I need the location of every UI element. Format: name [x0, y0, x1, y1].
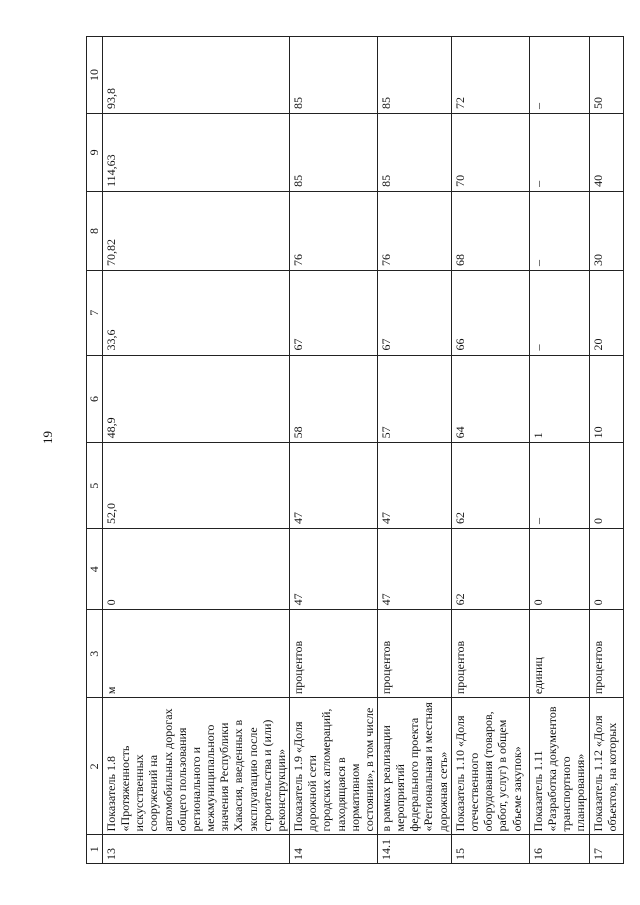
table-row — [377, 37, 451, 864]
row-value: 62 — [451, 529, 529, 610]
row-unit: м — [103, 610, 290, 698]
header-cell: 6 — [87, 355, 103, 443]
indicator-table — [86, 36, 624, 864]
row-unit: единиц — [529, 610, 589, 698]
row-value: 64 — [451, 355, 529, 443]
row-value: 85 — [377, 113, 451, 191]
row-id: 15 — [451, 835, 529, 864]
row-value: 85 — [290, 37, 378, 114]
table-row — [103, 37, 290, 864]
row-value: 30 — [589, 191, 623, 270]
row-value: 47 — [377, 443, 451, 529]
row-value: 85 — [290, 113, 378, 191]
row-value: 68 — [451, 191, 529, 270]
header-cell: 9 — [87, 113, 103, 191]
row-value: 48,9 — [103, 355, 290, 443]
row-value: 52,0 — [103, 443, 290, 529]
table-row — [451, 37, 529, 864]
row-value: 58 — [290, 355, 378, 443]
row-description: в рамках реализации мероприятий федерального проекта «Региональная и местная дорожная сеть» — [377, 698, 451, 835]
header-cell: 5 — [87, 443, 103, 529]
row-description: Показатель 1.11 «Разработка документов транспортного планирования» — [529, 698, 589, 835]
row-value: 57 — [377, 355, 451, 443]
row-description: Показатель 1.9 «Доля дорожной сети городских агломераций, находящаяся в нормативном состоянии», в том числе — [290, 698, 378, 835]
row-value: – — [529, 37, 589, 114]
row-value: 0 — [103, 529, 290, 610]
header-cell: 4 — [87, 529, 103, 610]
row-value: 40 — [589, 113, 623, 191]
row-value: 93,8 — [103, 37, 290, 114]
header-cell: 10 — [87, 37, 103, 114]
row-value: – — [529, 270, 589, 355]
row-unit: процентов — [290, 610, 378, 698]
header-cell: 2 — [87, 698, 103, 835]
row-value: 67 — [377, 270, 451, 355]
row-value: 1 — [529, 355, 589, 443]
table-row — [589, 37, 623, 864]
row-value: 10 — [589, 355, 623, 443]
row-description: Показатель 1.8 «Протяженность искусственных сооружений на автомобильных дорогах общего пользования регионального и межмуниципального значения Республики Хакасия, введенных в эксплуатацию после строительства и (или) реконструкции» — [103, 698, 290, 835]
header-row — [87, 37, 103, 864]
row-value: 62 — [451, 443, 529, 529]
row-id: 13 — [103, 835, 290, 864]
row-value: – — [529, 191, 589, 270]
header-cell: 1 — [87, 835, 103, 864]
row-value: 70 — [451, 113, 529, 191]
row-unit: процентов — [451, 610, 529, 698]
row-value: 72 — [451, 37, 529, 114]
row-value: 85 — [377, 37, 451, 114]
row-unit: процентов — [589, 610, 623, 698]
row-value: 20 — [589, 270, 623, 355]
row-value: 0 — [589, 443, 623, 529]
table-row — [529, 37, 589, 864]
header-cell: 7 — [87, 270, 103, 355]
table-row — [290, 37, 378, 864]
row-value: 47 — [290, 443, 378, 529]
page-number: 19 — [40, 431, 55, 444]
row-description: Показатель 1.12 «Доля объектов, на которых — [589, 698, 623, 835]
row-value: 0 — [529, 529, 589, 610]
row-value: 33,6 — [103, 270, 290, 355]
row-value: 0 — [589, 529, 623, 610]
row-value: 114,63 — [103, 113, 290, 191]
row-value: – — [529, 113, 589, 191]
header-cell: 3 — [87, 610, 103, 698]
row-value: 50 — [589, 37, 623, 114]
header-cell: 8 — [87, 191, 103, 270]
row-unit: процентов — [377, 610, 451, 698]
row-id: 16 — [529, 835, 589, 864]
row-description: Показатель 1.10 «Доля отечественного оборудования (товаров, работ, услуг) в общем объеме закупок» — [451, 698, 529, 835]
indicator-table-container — [86, 36, 619, 864]
row-value: – — [529, 443, 589, 529]
row-value: 70,82 — [103, 191, 290, 270]
row-value: 67 — [290, 270, 378, 355]
row-id: 14 — [290, 835, 378, 864]
row-id: 17 — [589, 835, 623, 864]
row-value: 47 — [290, 529, 378, 610]
row-value: 76 — [290, 191, 378, 270]
row-value: 76 — [377, 191, 451, 270]
row-id: 14.1 — [377, 835, 451, 864]
row-value: 47 — [377, 529, 451, 610]
row-value: 66 — [451, 270, 529, 355]
